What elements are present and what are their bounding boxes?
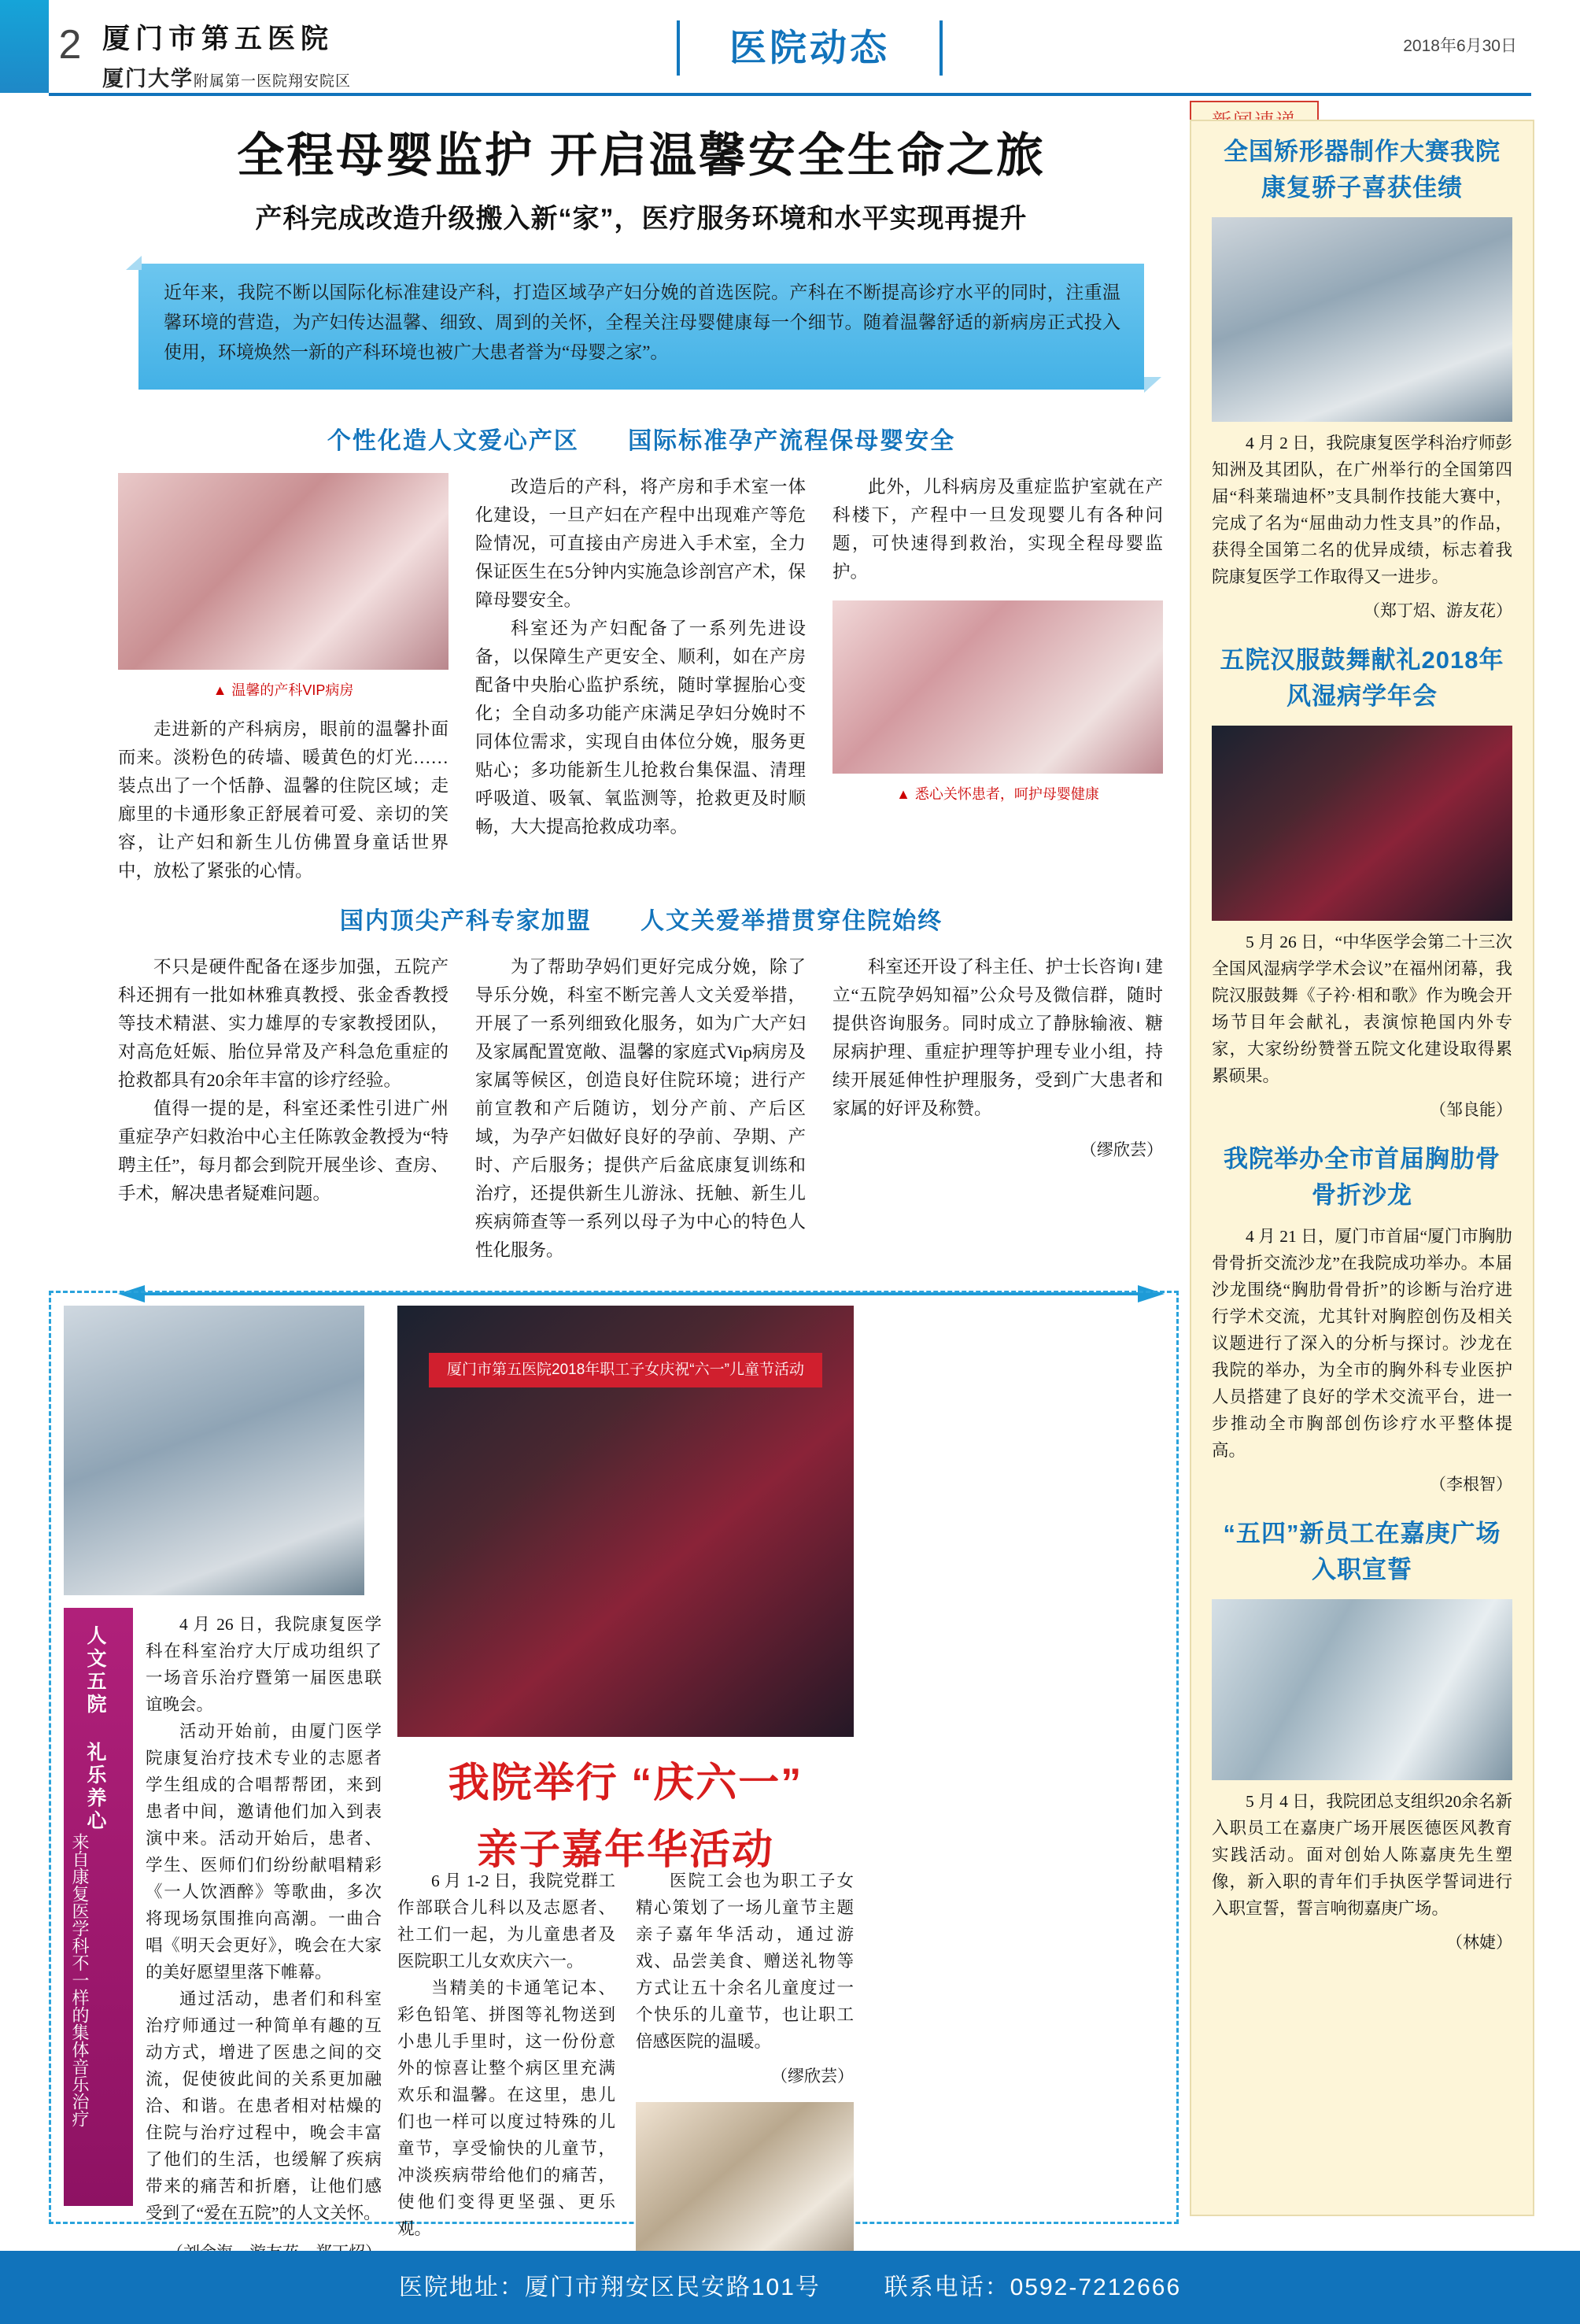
article-columns-bottom — [118, 953, 1165, 1265]
logo-line-1: 厦门市第五医院 — [102, 24, 334, 54]
sidebar-item-1-title: 全国矫形器制作大赛我院康复骄子喜获佳绩 — [1224, 138, 1501, 201]
vertical-title-bar — [64, 1608, 133, 2206]
childrens-day-title-line-1: 我院举行 “庆六一” — [448, 1761, 803, 1806]
childrens-day-byline: （缪欣芸） — [771, 2067, 854, 2086]
photo-care-patient — [832, 600, 1163, 774]
lead-corner-top-left — [126, 256, 142, 270]
sidebar-item-4-byline: （林婕） — [1446, 1933, 1512, 1952]
logo-line-2-prefix: 厦门大学 — [102, 67, 194, 91]
vertical-subtitle: 来自康复医学科不一样的集体音乐治疗 — [70, 1833, 90, 2127]
column-3 — [832, 473, 1163, 885]
photo-music-therapy — [64, 1306, 364, 1595]
column-6 — [832, 953, 1163, 1265]
col1-paragraph-1: 走进新的产科病房，眼前的温馨扑面而来。淡粉色的砖墙、暖黄色的灯光……装点出了一个恬静、温馨的住院区域；走廊里的卡通形象正舒展着可爱、亲切的笑容，让产妇和新生儿仿佛置身童话世界中，放松了紧张的心情。 — [118, 719, 449, 881]
vertical-title: 人文五院 礼乐养心 — [84, 1625, 106, 1833]
sidebar-item-2 — [1191, 630, 1533, 1129]
sidebar-item-2-body: 5 月 26 日，“中华医学会第二十三次全国风湿病学学术会议”在福州闭幕，我院汉服鼓舞《子衿·相和歌》作为晚会开场节目年会献礼，表演惊艳国内外专家，大家纷纷赞誉五院文化建设取得累累硕果。 — [1212, 933, 1512, 1085]
col2-paragraph-2: 科室还为产妇配备了一系列先进设备，以保障生产更安全、顺利，如在产房配备中央胎心监护系统，随时掌握胎心变化；全自动多功能产床满足孕妇分娩时不同体位需求，实现自由体位分娩，服务更贴心；多功能新生儿抢救台集保温、清理呼吸道、吸氧、氧监测等，抢救更及时顺畅，大大提高抢救成功率。 — [475, 619, 806, 837]
childrens-day-column-2 — [636, 1868, 854, 2283]
music-therapy-text — [146, 1611, 382, 2266]
photo-care-patient-caption — [832, 780, 1163, 808]
sidebar-item-1-byline: （郑丁炤、游友花） — [1364, 601, 1512, 620]
bottom-feature-block — [49, 1291, 1179, 2238]
music-paragraph-3: 通过活动，患者们和科室治疗师通过一种简单有趣的互动方式，增进了医患之间的交流，促使彼此间的关系更加融洽、和谐。在患者相对枯燥的住院与治疗过程中，晚会丰富了他们的生活，也缓解了疾病带来的痛苦和折磨，让他们感受到了“爱在五院”的人文关怀。 — [146, 1990, 382, 2222]
sidebar-item-2-title: 五院汉服鼓舞献礼2018年风湿病学年会 — [1220, 646, 1504, 710]
childrens-day-paragraph-2: 当精美的卡通笔记本、彩色铅笔、拼图等礼物送到小患儿手里时，这一份份意外的惊喜让整个病区里充满欢乐和温馨。在这里，患儿们也一样可以度过特殊的儿童节，享受愉快的儿童节，冲淡疾病带给他们的痛苦，使他们变得更坚强、更乐观。 — [397, 1979, 615, 2238]
childrens-day-column-1 — [397, 1868, 615, 2283]
sidebar-item-4 — [1191, 1503, 1533, 1961]
caption-marker-1: ▲ — [212, 682, 227, 698]
subhead-1b: 国际标准孕产流程保母婴安全 — [628, 428, 956, 454]
music-paragraph-1: 4 月 26 日，我院康复医学科在科室治疗大厅成功组织了一场音乐治疗暨第一届医患联谊晚会。 — [146, 1615, 382, 1714]
column-2 — [475, 473, 806, 885]
sidebar-news-express — [1190, 120, 1534, 2216]
lead-corner-bottom-right — [1144, 377, 1161, 393]
sidebar-item-1-body: 4 月 2 日，我院康复医学科治疗师彭知洲及其团队，在广州举行的全国第四届“科莱瑞迪杯”支具制作技能大赛中，完成了名为“屈曲动力性支具”的作品，获得全国第二名的优异成绩，标志着我院康复医学工作取得又一进步。 — [1212, 434, 1512, 586]
col2-paragraph-1: 改造后的产科，将产房和手术室一体化建设，一旦产妇在产程中出现难产等危险情况，可直接由产房进入手术室，全力保证医生在5分钟内实施急诊剖宫产术，保障母婴安全。 — [475, 477, 806, 610]
col4-paragraph-2: 值得一提的是，科室还柔性引进广州重症孕产妇救治中心主任陈敦金教授为“特聘主任”，每月都会到院开展坐诊、查房、手术，解决患者疑难问题。 — [118, 1099, 449, 1203]
article-columns-top — [118, 473, 1165, 885]
footer-phone-label: 联系电话： — [884, 2274, 1010, 2300]
caption-text-1: 温馨的产科VIP病房 — [231, 682, 354, 698]
sidebar-item-3-byline: （李根智） — [1430, 1475, 1512, 1494]
childrens-day-paragraph-3: 医院工会也为职工子女精心策划了一场儿童节主题亲子嘉年华活动，通过游戏、品尝美食、赠送礼物等方式让五十余名儿童度过一个快乐的儿童节，也让职工倍感医院的温暖。 — [636, 1871, 854, 2051]
sidebar-item-4-photo — [1212, 1599, 1512, 1780]
childrens-day-banner: 厦门市第五医院2018年职工子女庆祝“六一”儿童节活动 — [429, 1353, 822, 1387]
music-paragraph-2: 活动开始前，由厦门医学院康复治疗技术专业的志愿者学生组成的合唱帮帮团，来到患者中间，邀请他们加入到表演中来。活动开始后，患者、学生、医师们们纷纷献唱精彩《一人饮酒醉》等歌曲，多次将现场氛围推向高潮。一曲合唱《明天会更好》，晚会在大家的美好愿望里落下帷幕。 — [146, 1722, 382, 1982]
lead-paragraph-box — [118, 264, 1165, 397]
sidebar-item-3-title: 我院举办全市首届胸肋骨骨折沙龙 — [1224, 1145, 1501, 1209]
col3-paragraph-1: 此外，儿科病房及重症监护室就在产科楼下，产程中一旦发现婴儿有各种问题，可快速得到救治，实现全程母婴监护。 — [832, 477, 1163, 582]
main-article — [118, 118, 1165, 1302]
logo-line-2-suffix: 附属第一医院翔安院区 — [194, 73, 352, 90]
lead-text: 近年来，我院不断以国际化标准建设产科，打造区域孕产妇分娩的首选医院。产科在不断提高诊疗水平的同时，注重温馨环境的营造，为产妇传达温馨、细致、周到的关怀，全程关注母婴健康每一个细节。随着温馨舒适的新病房正式投入使用，环境焕然一新的产科环境也被广大患者誉为“母婴之家”。 — [164, 283, 1120, 362]
subhead-2b: 人文关爱举措贯穿住院始终 — [640, 908, 943, 934]
column-1 — [118, 473, 449, 885]
footer-address: 厦门市翔安区民安路101号 — [524, 2274, 821, 2300]
subhead-row-2 — [118, 901, 1165, 936]
sidebar-item-4-body: 5 月 4 日，我院团总支组织20余名新入职员工在嘉庚广场开展医德医风教育实践活动。面对创始人陈嘉庚先生塑像，新入职的青年们手执医学誓词进行入职宣誓，誓言响彻嘉庚广场。 — [1212, 1792, 1512, 1918]
headline-block — [118, 118, 1165, 235]
sidebar-item-3-body: 4 月 21 日，厦门市首届“厦门市胸肋骨骨折交流沙龙”在我院成功举办。本届沙龙围绕“胸肋骨骨折”的诊断与治疗进行学术交流，尤其针对胸腔创伤及相关议题进行了深入的分析与探讨。沙龙在我院的举办，为全市的胸外科专业医护人员搭建了良好的学术交流平台，进一步推动全市胸部创伤诊疗水平整体提高。 — [1212, 1227, 1512, 1460]
caption-text-2: 悉心关怀患者，呵护母婴健康 — [914, 786, 1099, 802]
photo-vip-ward — [118, 473, 449, 670]
sidebar-item-3 — [1191, 1129, 1533, 1503]
footer-bar — [0, 2251, 1580, 2324]
footer-address-label: 医院地址： — [398, 2274, 525, 2300]
masthead — [0, 0, 1580, 93]
column-4 — [118, 953, 449, 1265]
section-title — [677, 20, 943, 76]
subhead-2a: 国内顶尖产科专家加盟 — [339, 908, 592, 934]
sidebar-item-2-photo — [1212, 726, 1512, 921]
sidebar-item-1 — [1191, 121, 1533, 630]
col4-paragraph-1: 不只是硬件配备在逐步加强，五院产科还拥有一批如林雅真教授、张金香教授等技术精湛、实力雄厚的专家教授团队，对高危妊娠、胎位异常及产科急危重症的抢救都具有20余年丰富的诊疗经验。 — [118, 957, 449, 1090]
childrens-day-title-line-2: 亲子嘉年华活动 — [476, 1827, 774, 1873]
childrens-day-paragraph-1: 6 月 1-2 日，我院党群工作部联合儿科以及志愿者、社工们一起，为儿童患者及医院职工儿女欢庆六一。 — [397, 1871, 615, 1971]
sidebar-item-4-title: “五四”新员工在嘉庚广场入职宣誓 — [1223, 1520, 1501, 1583]
masthead-rule — [49, 93, 1531, 96]
logo-line-2 — [102, 61, 417, 92]
column-5 — [475, 953, 806, 1265]
caption-marker-2: ▲ — [896, 786, 910, 802]
photo-vip-ward-caption — [118, 676, 449, 704]
col5-paragraph-1: 为了帮助孕妈们更好完成分娩，除了导乐分娩，科室不断完善人文关爱举措，开展了一系列细致化服务，如为广大产妇及家属配置宽敞、温馨的家庭式Vip病房及家属等候区，创造良好住院环境；进行产前宣教和产后随访，划分产前、产后区域，为孕产妇做好良好的孕前、孕期、产时、产后服务；提供产后盆底康复训练和治疗，还提供新生儿游泳、抚触、新生儿疾病筛查等一系列以母子为中心的特色人性化服务。 — [475, 957, 806, 1260]
main-article-byline: （缪欣芸） — [1080, 1140, 1163, 1159]
footer-contact — [0, 2251, 1580, 2324]
article-subheadline: 产科完成改造升级搬入新“家”，医疗服务环境和水平实现再提升 — [255, 204, 1028, 234]
subhead-1a: 个性化造人文爱心产区 — [327, 428, 579, 454]
col6-paragraph-1: 科室还开设了科主任、护士长咨询। 建立“五院孕妈知福”公众号及微信群，随时提供咨询服务。同时成立了静脉输液、糖尿病护理、重症护理等护理专业小组，持续开展延伸性护理服务，受到广大患者和家属的好评及称赞。 — [832, 957, 1163, 1118]
page-number: 2 — [58, 22, 82, 68]
publication-logo — [102, 17, 417, 91]
photo-childrens-day-group — [397, 1306, 854, 1737]
issue-date: 2018年6月30日 — [1403, 37, 1517, 55]
childrens-day-title — [397, 1749, 854, 1875]
childrens-day-columns — [397, 1868, 854, 2283]
section-title-text: 医院动态 — [729, 27, 890, 68]
footer-phone: 0592-7212666 — [1010, 2274, 1182, 2300]
masthead-left-bar — [0, 0, 49, 93]
sidebar-item-2-byline: （邹良能） — [1430, 1100, 1512, 1119]
article-headline: 全程母婴监护 开启温馨安全生命之旅 — [237, 129, 1046, 182]
sidebar-item-1-photo — [1212, 217, 1512, 422]
subhead-row-1 — [118, 421, 1165, 456]
